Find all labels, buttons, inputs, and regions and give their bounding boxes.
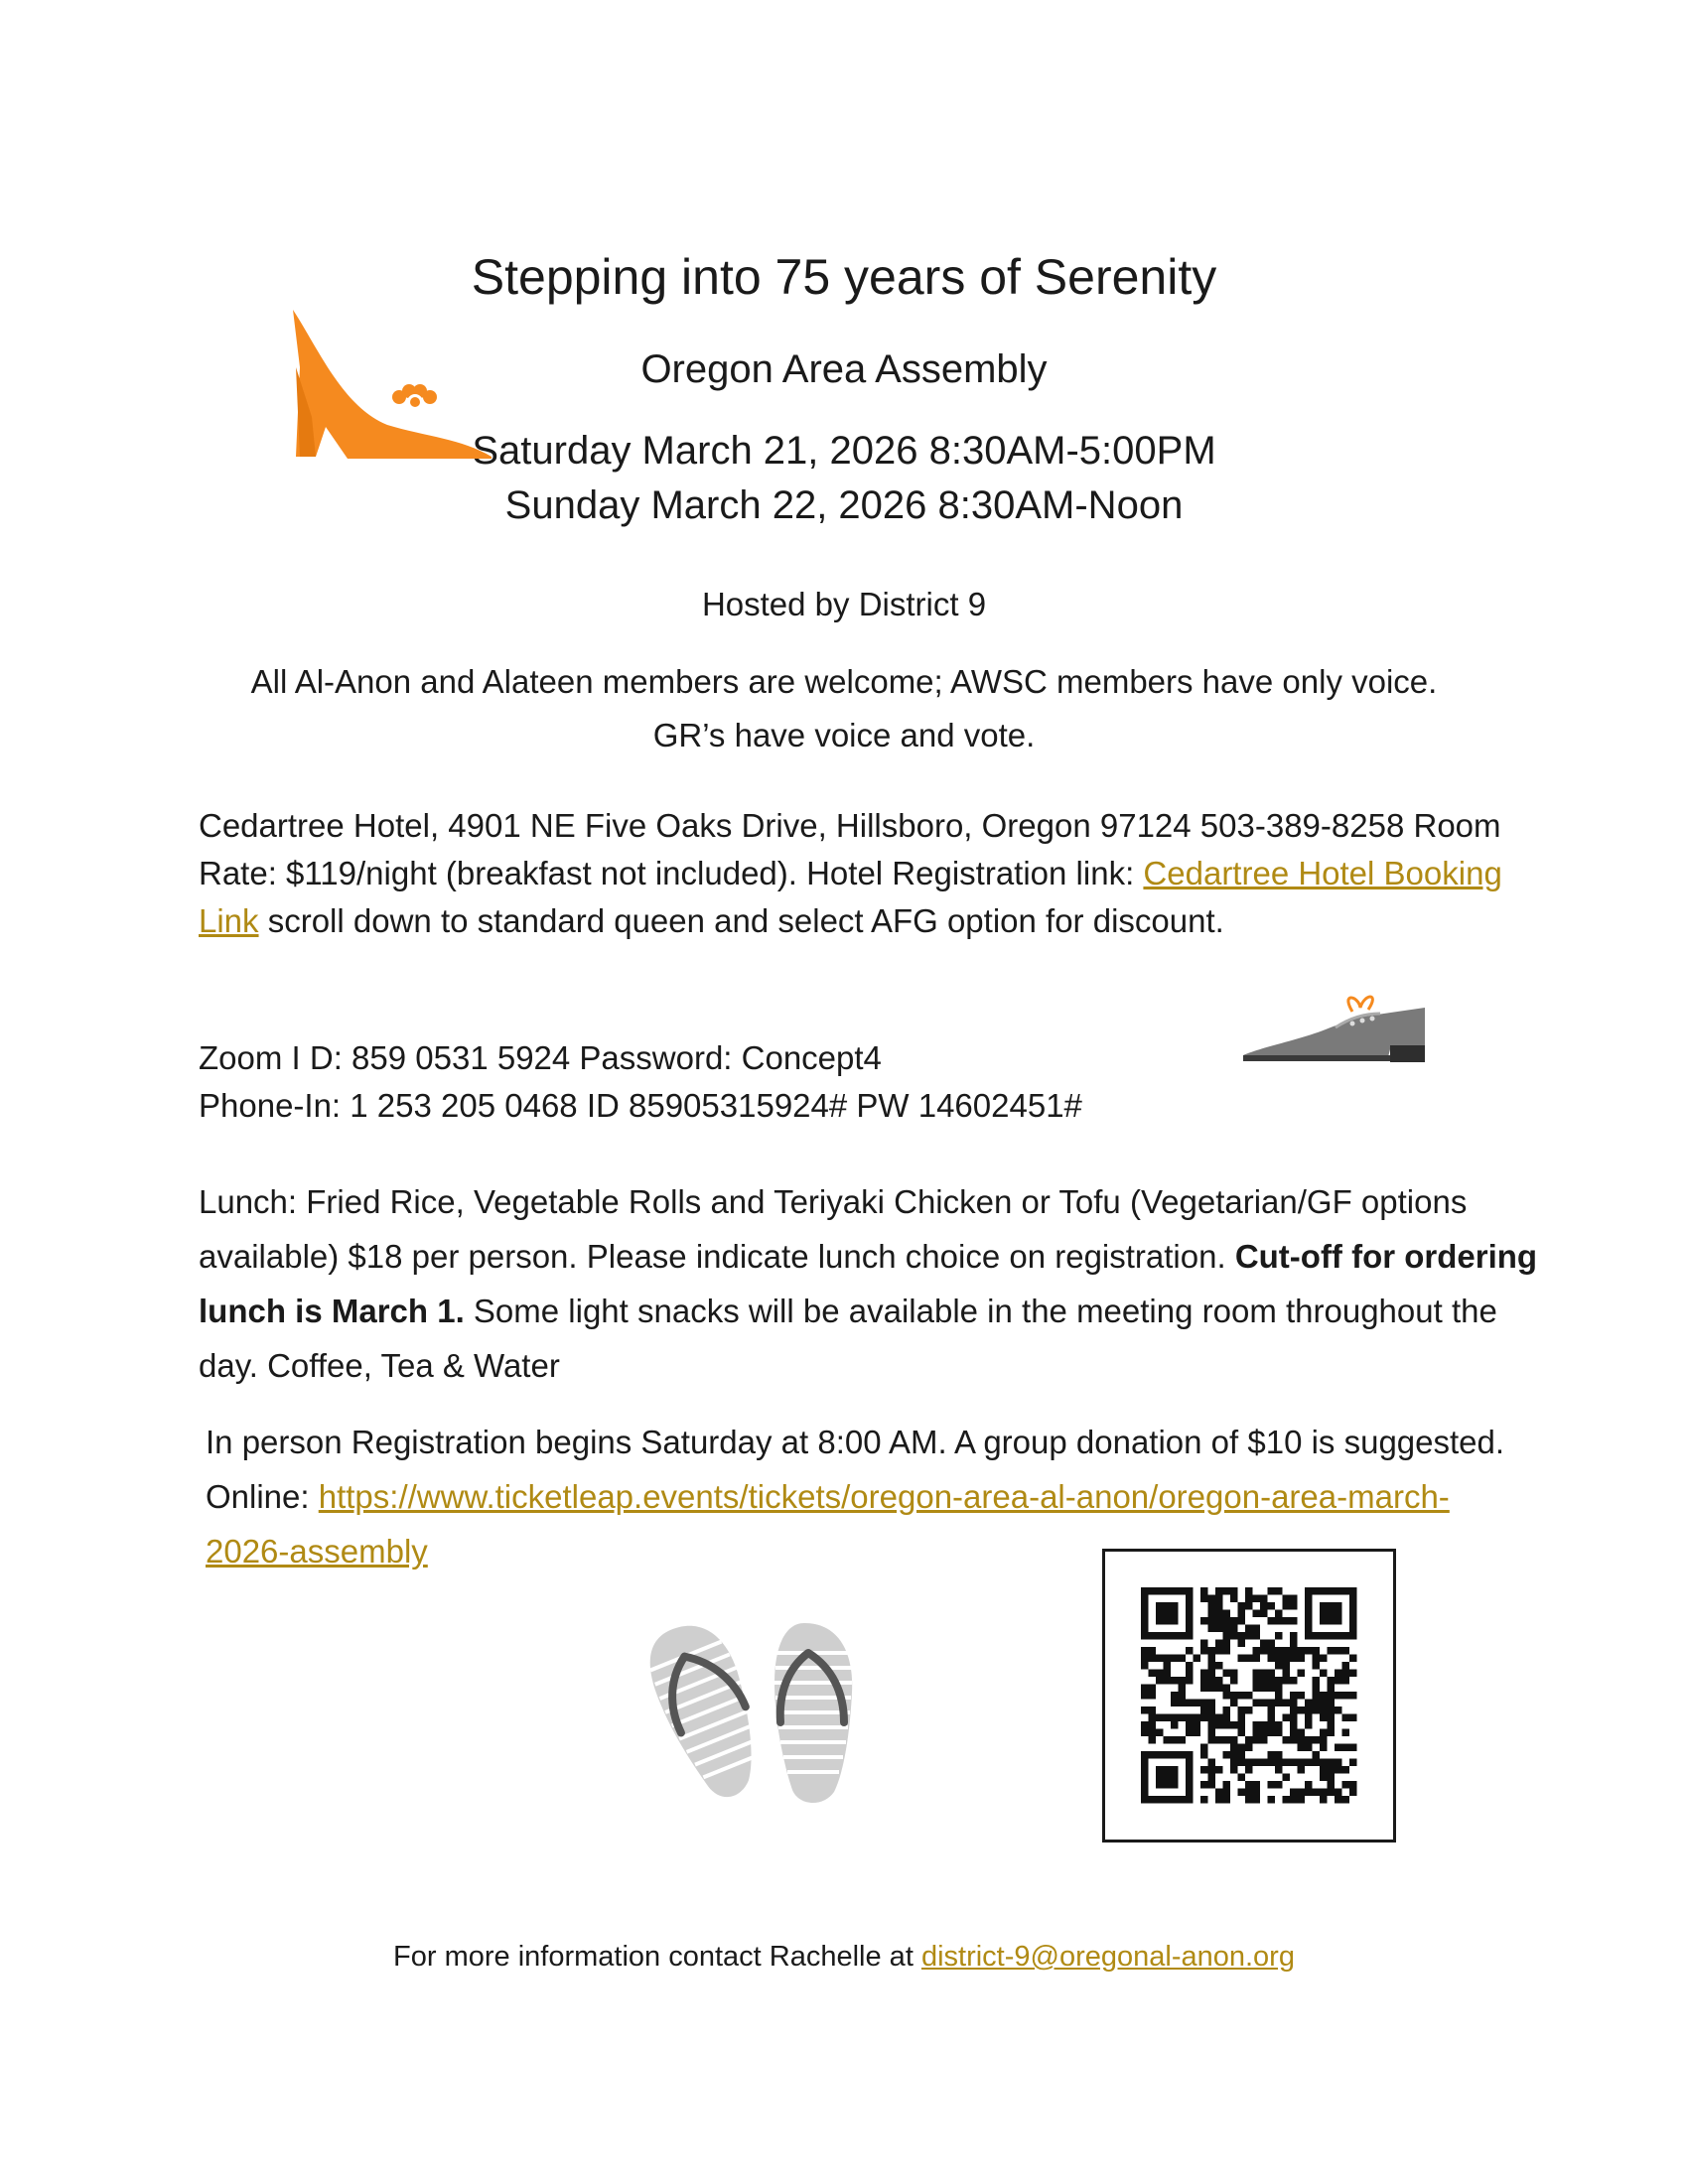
high-heel-icon: [288, 308, 496, 467]
contact-text: For more information contact Rachelle at: [393, 1941, 921, 1973]
lunch-cutoff: Cut-off for ordering lunch is March 1.: [199, 1238, 1538, 1329]
hotel-paragraph: [199, 802, 1539, 945]
contact-email-link[interactable]: district-9@oregonal-anon.org: [920, 1941, 1295, 1973]
contact-line: [0, 1941, 1688, 1974]
hotel-booking-link[interactable]: Cedartree Hotel Booking Link: [199, 855, 1502, 939]
page-title: Stepping into 75 years of Serenity: [471, 249, 1217, 305]
flip-flops-icon: [635, 1613, 864, 1812]
qr-code[interactable]: [1105, 1552, 1393, 1840]
dress-shoe-icon: [1241, 988, 1430, 1067]
date-sunday: Sunday March 22, 2026 8:30AM-Noon: [504, 483, 1184, 527]
date-saturday: Saturday March 21, 2026 8:30AM-5:00PM: [472, 429, 1216, 473]
page-subtitle: Oregon Area Assembly: [640, 347, 1048, 391]
hosted-by: Hosted by District 9: [701, 586, 987, 622]
lunch-paragraph: [199, 1174, 1539, 1393]
welcome-text: All Al-Anon and Alateen members are welcome; AWSC members have only voice. GR’s have voice and vote.: [250, 663, 1438, 753]
qr-code-frame: [1102, 1549, 1396, 1843]
registration-link[interactable]: https://www.ticketleap.events/tickets/oregon-area-al-anon/oregon-area-march-2026-assembly: [206, 1478, 1450, 1570]
zoom-id-line: Zoom I D: 859 0531 5924 Password: Concept4: [199, 1039, 882, 1076]
phone-in-line: Phone-In: 1 253 205 0468 ID 85905315924# PW 14602451#: [199, 1087, 1082, 1124]
lunch-text: Lunch: Fried Rice, Vegetable Rolls and Teriyaki Chicken or Tofu (Vegetarian/GF options available) $18 per person. Please indicate lunch choice on registration.: [199, 1183, 1468, 1275]
hotel-text-after: scroll down to standard queen and select AFG option for discount.: [258, 902, 1224, 939]
lunch-text-after: Some light snacks will be available in the meeting room throughout the day. Coffee, Tea & Water: [199, 1293, 1497, 1384]
hotel-text: Cedartree Hotel, 4901 NE Five Oaks Drive, Hillsboro, Oregon 97124 503-389-8258 Room Rate: $119/night (breakfast not included). Hotel Registration link:: [199, 807, 1501, 891]
registration-text: In person Registration begins Saturday at 8:00 AM. A group donation of $10 is suggested. Online:: [206, 1424, 1505, 1515]
